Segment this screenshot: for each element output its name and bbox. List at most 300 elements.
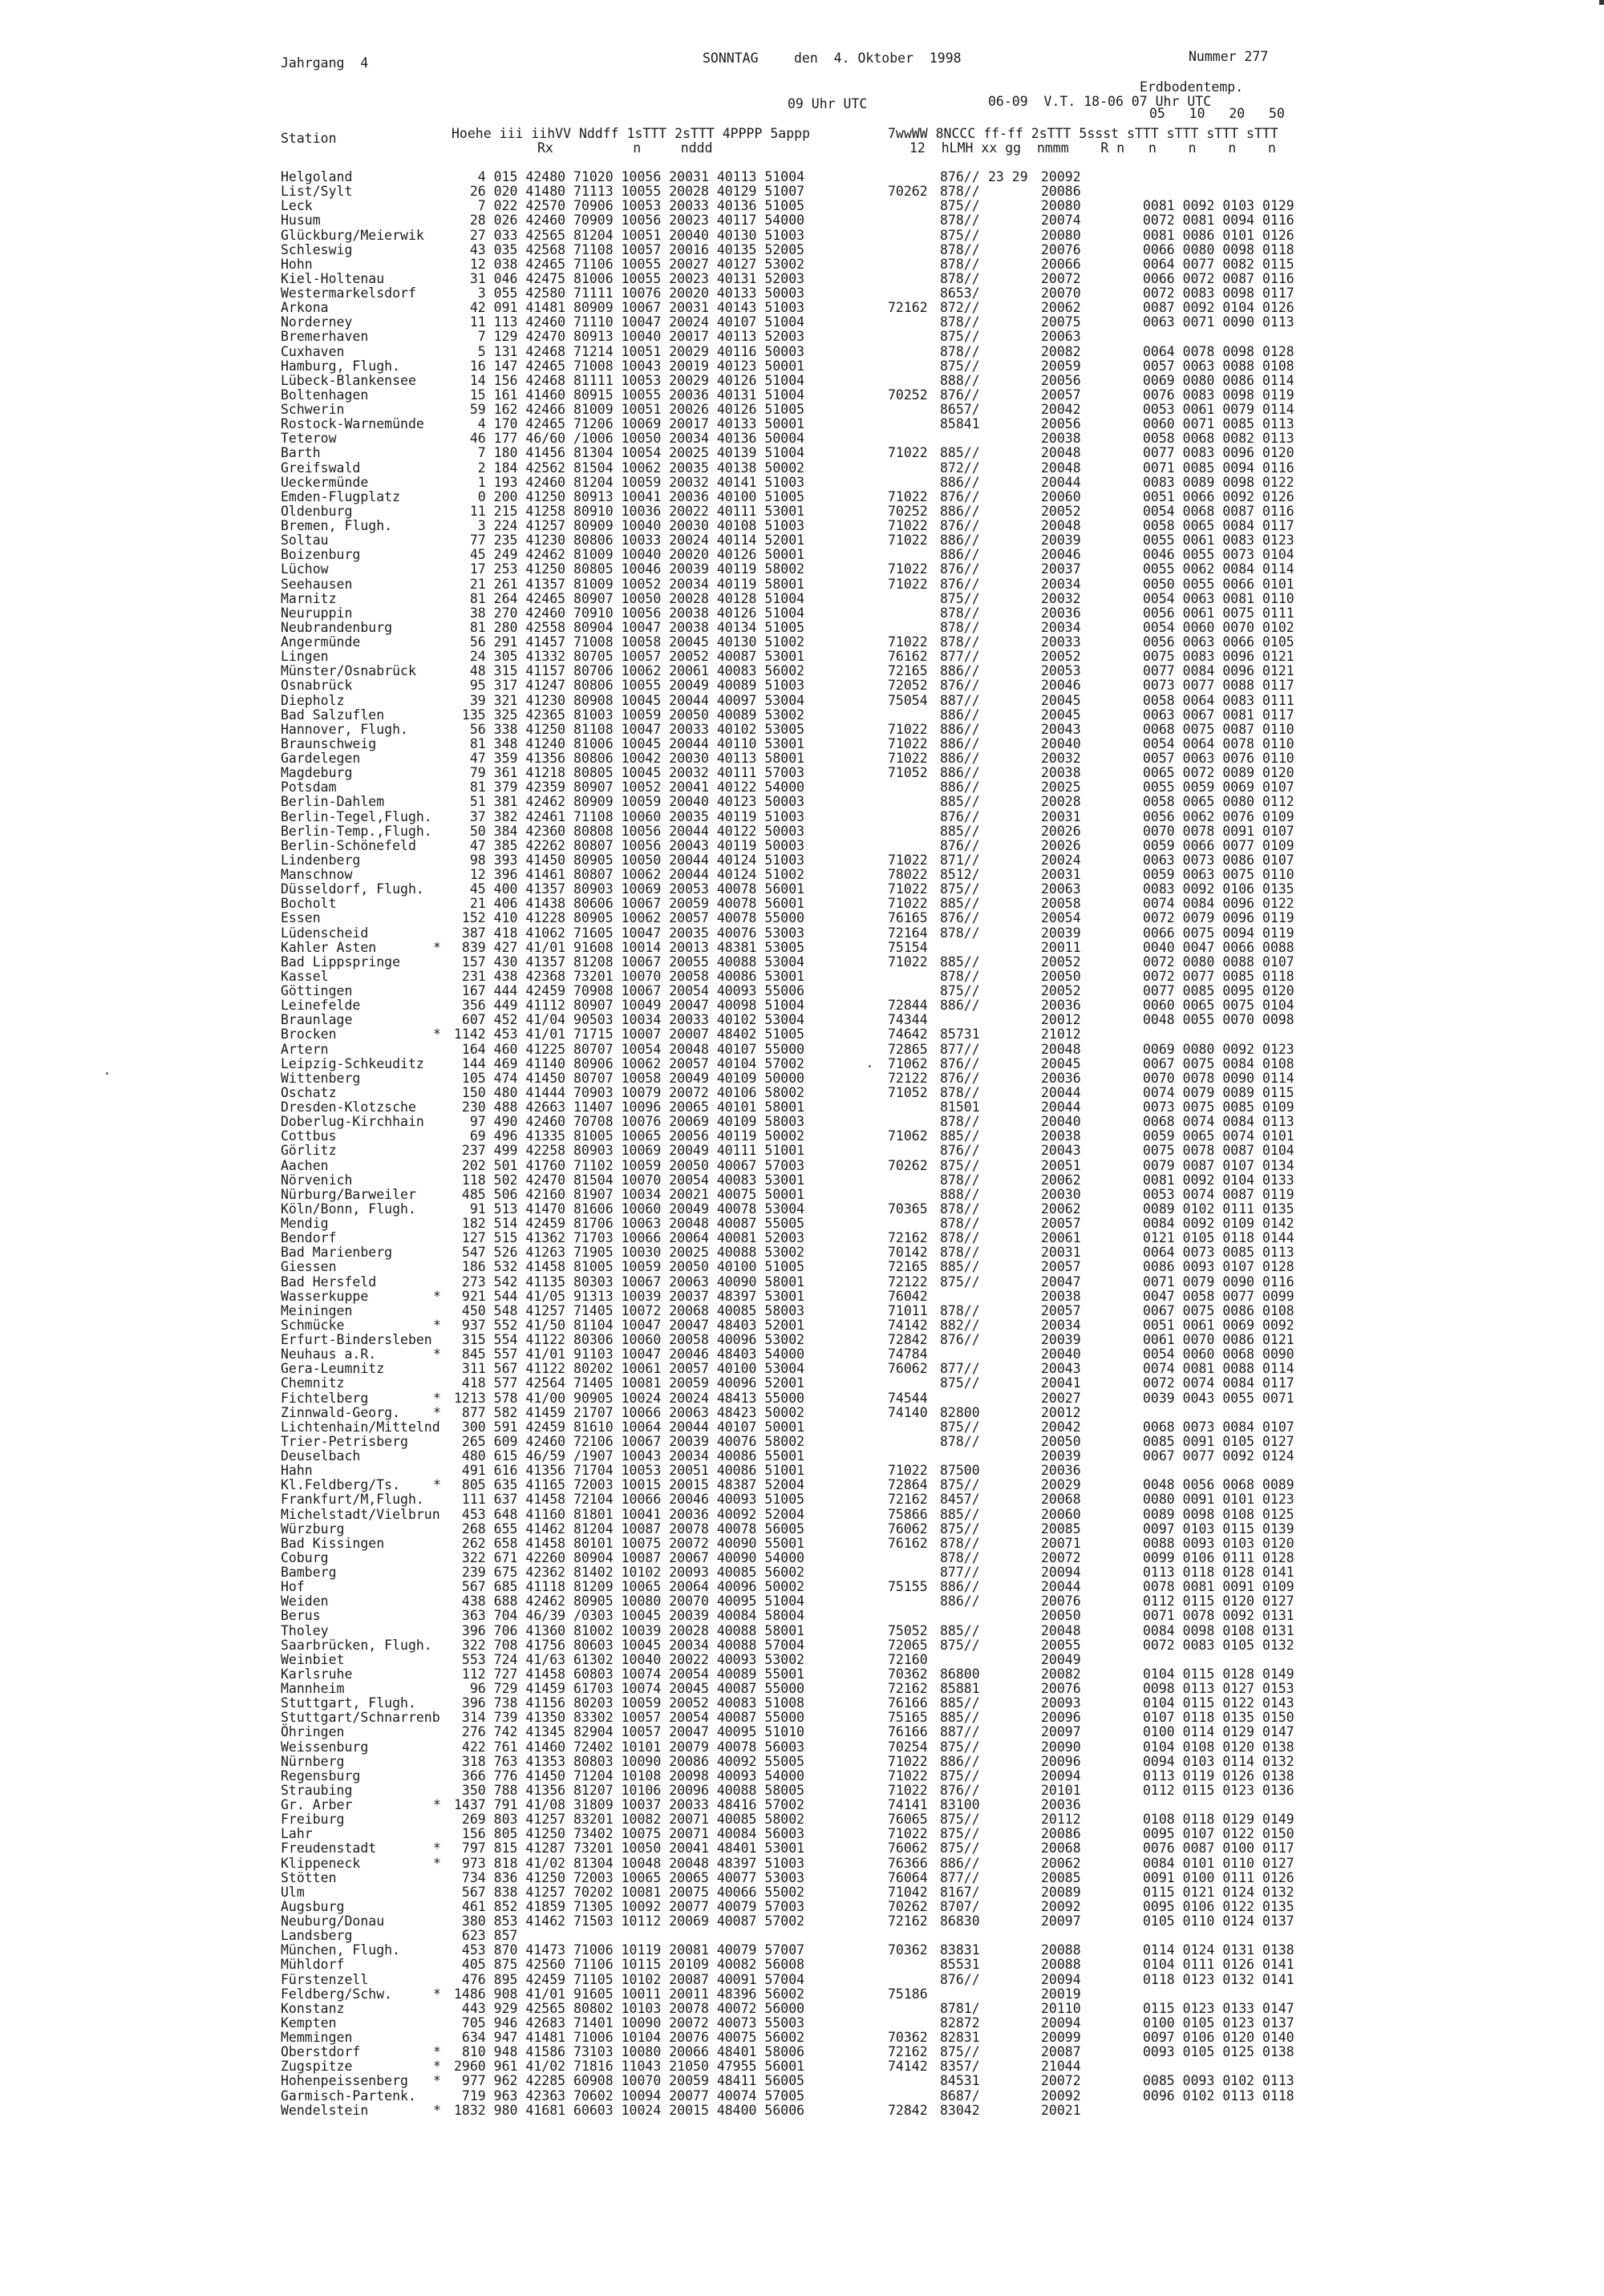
min-temp-group: 20080 (1041, 227, 1081, 243)
soil-temps: 0081 0086 0101 0126 (1143, 227, 1294, 243)
weather-group: 76042 (888, 1288, 928, 1304)
cloud-group: 876// (940, 1143, 980, 1159)
synop-groups: 45 249 42462 81009 10040 20020 40126 50001 (454, 547, 805, 563)
synop-groups: 485 506 42160 81907 10034 20021 40075 50001 (454, 1186, 805, 1202)
table-row (0, 1391, 1604, 1406)
min-temp-group: 20063 (1041, 881, 1081, 897)
cloud-group: 886// (940, 474, 980, 490)
min-temp-group: 20096 (1041, 1753, 1081, 1769)
station-name: Tholey (281, 1622, 329, 1638)
synop-groups: 56 338 41250 81108 10047 20033 40102 53005 (454, 721, 805, 737)
min-temp-group: 20039 (1041, 1448, 1081, 1464)
table-row (0, 1435, 1604, 1449)
min-temp-group: 20050 (1041, 1433, 1081, 1449)
soil-temps: 0059 0063 0075 0110 (1143, 867, 1294, 882)
weather-group: 72842 (888, 1332, 928, 1347)
weather-group: 72162 (888, 1492, 928, 1508)
weather-group: 71011 (888, 1302, 928, 1318)
cloud-group: 875// (940, 358, 980, 374)
station-name: Glückburg/Meierwik (281, 227, 424, 243)
synop-groups: 16 147 42465 71008 10043 20019 40123 50001 (454, 358, 805, 374)
cloud-group: 885// (940, 896, 980, 912)
table-row (0, 1594, 1604, 1609)
synop-groups: 450 548 41257 71405 10072 20068 40085 58003 (454, 1302, 805, 1318)
table-row (0, 229, 1604, 243)
table-row (0, 1492, 1604, 1507)
soil-temps: 0095 0107 0122 0150 (1143, 1826, 1294, 1842)
min-temp-group: 20034 (1041, 1317, 1081, 1333)
weather-group: 70252 (888, 503, 928, 519)
synop-groups: 81 280 42558 80904 10047 20038 40134 51005 (454, 619, 805, 635)
cloud-group: 878// (940, 213, 980, 229)
station-name: Gr. Arber (281, 1797, 353, 1812)
synop-groups: 15 161 41460 80915 10055 20036 40131 51004 (454, 387, 805, 403)
table-row (0, 606, 1604, 621)
min-temp-group: 21012 (1041, 1027, 1081, 1043)
min-temp-group: 20086 (1041, 1826, 1081, 1842)
station-name: Hannover, Flugh. (281, 721, 408, 737)
table-row (0, 257, 1604, 272)
min-temp-group: 20040 (1041, 1346, 1081, 1363)
min-temp-group: 20048 (1041, 445, 1081, 461)
cloud-group: 8357/ (940, 2059, 980, 2075)
table-row (0, 751, 1604, 766)
synop-groups: 81 264 42465 80907 10050 20028 40128 51004 (454, 590, 805, 606)
min-temp-group: 20094 (1041, 1971, 1081, 1987)
synop-groups: 7 180 41456 81304 10054 20025 40139 51004 (454, 445, 805, 461)
min-temp-group: 20036 (1041, 1463, 1081, 1479)
cloud-group: 878// (940, 256, 980, 272)
synop-groups: 21 261 41357 81009 10052 20034 40119 58001 (454, 576, 805, 592)
scan-speck (869, 1065, 871, 1067)
table-row (0, 1725, 1604, 1739)
synop-groups: 366 776 41450 71204 10108 20098 40093 54000 (454, 1768, 805, 1784)
min-temp-group: 20048 (1041, 1622, 1081, 1638)
min-temp-group: 20049 (1041, 1651, 1081, 1667)
station-name: Lüdenscheid (281, 925, 369, 941)
min-temp-group: 20052 (1041, 503, 1081, 519)
cloud-group: 875// (940, 227, 980, 243)
min-temp-group: 20066 (1041, 256, 1081, 272)
station-name: Wasserkuppe (281, 1288, 369, 1304)
cloud-group: 885// (940, 445, 980, 461)
synop-groups: 262 658 41458 80101 10075 20072 40090 55001 (454, 1535, 805, 1551)
min-temp-group: 20058 (1041, 896, 1081, 912)
date-label: den 4. Oktober 1998 (794, 51, 962, 66)
min-temp-group: 20037 (1041, 561, 1081, 577)
mountain-marker: * (433, 1390, 441, 1406)
cloud-group: 878// (940, 1114, 980, 1130)
station-name: Osnabrück (281, 678, 353, 694)
table-row (0, 330, 1604, 344)
cloud-group: 87500 (940, 1463, 980, 1479)
table-row (0, 2074, 1604, 2088)
table-row (0, 970, 1604, 984)
synop-groups: 268 655 41462 81204 10087 20078 40078 56005 (454, 1521, 805, 1537)
soil-temps: 0057 0063 0076 0110 (1143, 751, 1294, 766)
min-temp-group: 21044 (1041, 2059, 1081, 2075)
scan-edge-mark (1599, 0, 1604, 5)
cloud-group: 876// (940, 488, 980, 504)
station-name: Kl.Feldberg/Ts. (281, 1477, 401, 1493)
station-name: Schmücke (281, 1317, 345, 1333)
cloud-group: 885// (940, 1259, 980, 1275)
min-temp-group: 20101 (1041, 1782, 1081, 1798)
cloud-group: 8657/ (940, 402, 980, 417)
cloud-group: 878// (940, 1172, 980, 1188)
min-temp-group: 20030 (1041, 1186, 1081, 1202)
synop-groups: 152 410 41228 80905 10062 20057 40078 55000 (454, 910, 805, 926)
station-name: Bad Marienberg (281, 1245, 393, 1261)
weather-group: 71022 (888, 751, 928, 766)
station-name: Boltenhagen (281, 387, 369, 403)
table-row (0, 2059, 1604, 2074)
soil-temps: 0089 0098 0108 0125 (1143, 1506, 1294, 1522)
station-name: Nürnberg (281, 1753, 345, 1769)
table-row (0, 461, 1604, 476)
cloud-group: 877// (940, 1869, 980, 1885)
day-label: SONNTAG (703, 51, 759, 66)
soil-temps: 0046 0055 0073 0104 (1143, 547, 1294, 563)
soil-temps: 0059 0065 0074 0101 (1143, 1128, 1294, 1144)
weather-group: 70254 (888, 1739, 928, 1755)
min-temp-group: 20047 (1041, 1274, 1081, 1290)
station-name: Konstanz (281, 2000, 345, 2016)
cloud-group: 885// (940, 1622, 980, 1638)
weather-group: 74140 (888, 1404, 928, 1420)
min-temp-group: 20052 (1041, 649, 1081, 665)
table-row (0, 170, 1604, 184)
table-row (0, 403, 1604, 417)
jahrgang-label: Jahrgang 4 (281, 55, 369, 71)
cloud-group: 886// (940, 1855, 980, 1871)
cloud-group: 878// (940, 634, 980, 650)
weather-group: 72164 (888, 925, 928, 941)
table-row (0, 286, 1604, 301)
cloud-group: 872// (940, 300, 980, 316)
cloud-group: 878// (940, 343, 980, 359)
table-row (0, 1013, 1604, 1027)
soil-temps: 0069 0080 0086 0114 (1143, 372, 1294, 388)
table-row (0, 490, 1604, 504)
synop-groups: 461 852 41859 71305 10092 20077 40079 57003 (454, 1898, 805, 1914)
station-name: Marnitz (281, 590, 337, 606)
soil-temps: 0069 0080 0092 0123 (1143, 1041, 1294, 1057)
station-name: Cottbus (281, 1128, 337, 1144)
cloud-group: 886// (940, 532, 980, 549)
min-temp-group: 20025 (1041, 780, 1081, 796)
table-row (0, 1565, 1604, 1580)
synop-groups: 59 162 42466 81009 10051 20026 40126 51005 (454, 402, 805, 417)
weather-group: 72162 (888, 1681, 928, 1696)
min-temp-group: 20036 (1041, 998, 1081, 1014)
synop-groups: 50 384 42360 80808 10056 20044 40122 50003 (454, 823, 805, 839)
station-name: Frankfurt/M,Flugh. (281, 1492, 424, 1508)
station-name: Hohenpeissenberg (281, 2073, 408, 2089)
mountain-marker: * (433, 1404, 441, 1420)
station-name: Öhringen (281, 1724, 345, 1740)
min-temp-group: 20011 (1041, 939, 1081, 955)
min-temp-group: 20082 (1041, 1666, 1081, 1682)
soil-temps: 0083 0092 0106 0135 (1143, 881, 1294, 897)
synop-groups: 48 315 41157 80706 10062 20061 40083 56002 (454, 663, 805, 679)
soil-temps: 0075 0083 0096 0121 (1143, 649, 1294, 665)
table-row (0, 1929, 1604, 1943)
station-name: Berus (281, 1608, 321, 1624)
soil-temps: 0084 0092 0109 0142 (1143, 1216, 1294, 1231)
table-row (0, 998, 1604, 1013)
min-temp-group: 20062 (1041, 1172, 1081, 1188)
min-temp-group: 20070 (1041, 285, 1081, 301)
table-row (0, 694, 1604, 708)
soil-temps: 0072 0083 0105 0132 (1143, 1637, 1294, 1653)
soil-temps: 0066 0072 0087 0116 (1143, 270, 1294, 286)
station-name: Helgoland (281, 169, 353, 184)
table-row (0, 1406, 1604, 1420)
cloud-group: 875// (940, 983, 980, 998)
synop-groups: 443 929 42565 80802 10103 20078 40072 56000 (454, 2000, 805, 2016)
min-temp-group: 20057 (1041, 387, 1081, 403)
table-row (0, 1159, 1604, 1173)
synop-groups: 491 616 41356 71704 10053 20051 40086 51001 (454, 1463, 805, 1479)
soil-temps: 0076 0083 0098 0119 (1143, 387, 1294, 403)
cloud-group: 8167/ (940, 1884, 980, 1900)
station-name: Coburg (281, 1549, 329, 1565)
synop-groups: 322 708 41756 80603 10045 20034 40088 57004 (454, 1637, 805, 1653)
station-name: Kiel-Holtenau (281, 270, 385, 286)
min-temp-group: 20031 (1041, 867, 1081, 882)
synop-groups: 12 038 42465 71106 10055 20027 40127 53002 (454, 256, 805, 272)
main-code-subheading: Rx n nddd (537, 140, 713, 156)
weather-group: 74142 (888, 1317, 928, 1333)
synop-groups: 839 427 41/01 91608 10014 20013 48381 53005 (454, 939, 805, 955)
min-temp-group: 20060 (1041, 488, 1081, 504)
table-row (0, 897, 1604, 911)
table-row (0, 1857, 1604, 1871)
table-row (0, 1943, 1604, 1958)
synop-groups: 43 035 42568 71108 10057 20016 40135 52005 (454, 241, 805, 257)
synop-groups: 634 947 41481 71006 10104 20076 40075 56002 (454, 2030, 805, 2045)
synop-groups: 1437 791 41/08 31809 10037 20033 48416 57002 (454, 1797, 805, 1812)
station-name: Bad Salzuflen (281, 707, 385, 723)
min-temp-group: 20061 (1041, 1230, 1081, 1246)
soil-temps: 0056 0061 0075 0111 (1143, 605, 1294, 621)
station-name: Köln/Bonn, Flugh. (281, 1201, 416, 1217)
min-temp-group: 20012 (1041, 1012, 1081, 1028)
station-name: Diepholz (281, 692, 345, 708)
cloud-group: 871// (940, 852, 980, 868)
station-name: Mendig (281, 1216, 329, 1231)
weather-group: 70262 (888, 1898, 928, 1914)
station-name: Meiningen (281, 1302, 353, 1318)
synop-groups: 81 379 42359 80907 10052 20041 40122 54000 (454, 780, 805, 796)
soil-temps: 0077 0084 0096 0121 (1143, 663, 1294, 679)
period-heading: 06-09 V.T. 18-06 07 Uhr UTC (988, 94, 1212, 109)
station-name: Neubrandenburg (281, 619, 393, 635)
synop-groups: 2 184 42562 81504 10062 20035 40138 50002 (454, 460, 805, 476)
table-row (0, 1885, 1604, 1900)
synop-groups: 547 526 41263 71905 10030 20025 40088 53002 (454, 1245, 805, 1261)
soil-temps: 0055 0061 0083 0123 (1143, 532, 1294, 549)
synop-groups: 112 727 41458 60803 10074 20054 40089 55001 (454, 1666, 805, 1682)
station-name: Berlin-Temp.,Flugh. (281, 823, 432, 839)
synop-groups: 11 215 41258 80910 10036 20022 40111 53001 (454, 503, 805, 519)
station-name: Görlitz (281, 1143, 337, 1159)
table-row (0, 374, 1604, 388)
soil-temps: 0053 0074 0087 0119 (1143, 1186, 1294, 1202)
station-name: Braunlage (281, 1012, 353, 1028)
mountain-marker: * (433, 1346, 441, 1363)
station-name: Barth (281, 445, 321, 461)
weather-group: 71022 (888, 1768, 928, 1784)
soil-temps: 0039 0043 0055 0071 (1143, 1390, 1294, 1406)
soil-temps: 0077 0083 0096 0120 (1143, 445, 1294, 461)
weather-group: 70262 (888, 184, 928, 200)
min-temp-group: 20012 (1041, 1404, 1081, 1420)
weather-group: 75866 (888, 1506, 928, 1522)
soil-temps: 0076 0087 0100 0117 (1143, 1840, 1294, 1857)
weather-group: 71022 (888, 1753, 928, 1769)
min-temp-group: 20048 (1041, 518, 1081, 533)
cloud-group: 876// (940, 387, 980, 403)
station-name: Kahler Asten (281, 939, 377, 955)
synop-groups: 111 637 41458 72104 10066 20046 40093 51005 (454, 1492, 805, 1508)
min-temp-group: 20055 (1041, 1637, 1081, 1653)
synop-groups: 202 501 41760 71102 10059 20050 40067 57003 (454, 1157, 805, 1173)
table-row (0, 780, 1604, 795)
cloud-group: 876// (940, 837, 980, 853)
synop-groups: 47 385 42262 80807 10056 20043 40119 50003 (454, 837, 805, 853)
station-table (0, 170, 1604, 2118)
min-temp-group: 20045 (1041, 1055, 1081, 1071)
table-row (0, 199, 1604, 213)
soil-temps: 0084 0101 0110 0127 (1143, 1855, 1294, 1871)
table-row (0, 533, 1604, 548)
synop-groups: 5 131 42468 71214 10051 20029 40116 50003 (454, 343, 805, 359)
station-name: Nörvenich (281, 1172, 353, 1188)
min-temp-group: 20090 (1041, 1739, 1081, 1755)
soil-temps: 0079 0087 0107 0134 (1143, 1157, 1294, 1173)
table-row (0, 1624, 1604, 1638)
min-temp-group: 20075 (1041, 314, 1081, 330)
weather-group: 76064 (888, 1869, 928, 1885)
table-row (0, 2002, 1604, 2016)
cloud-group: 876// (940, 169, 980, 184)
soil-temps: 0081 0092 0103 0129 (1143, 198, 1294, 214)
min-temp-group: 20019 (1041, 1986, 1081, 2002)
table-row (0, 1478, 1604, 1492)
weather-group: 71022 (888, 1826, 928, 1842)
station-name: Doberlug-Kirchhain (281, 1114, 424, 1130)
min-temp-group: 20086 (1041, 184, 1081, 200)
station-name: Würzburg (281, 1521, 345, 1537)
min-temp-group: 20043 (1041, 1361, 1081, 1377)
soil-temps: 0064 0077 0082 0115 (1143, 256, 1294, 272)
soil-temps: 0114 0124 0131 0138 (1143, 1942, 1294, 1958)
cloud-group: 878// (940, 270, 980, 286)
weather-group: 76062 (888, 1361, 928, 1377)
weather-group: 71022 (888, 561, 928, 577)
min-temp-group: 20087 (1041, 2044, 1081, 2060)
table-row (0, 315, 1604, 330)
min-temp-group: 20050 (1041, 968, 1081, 984)
station-name: Ulm (281, 1884, 305, 1900)
synop-groups: 157 430 41357 81208 10067 20055 40088 53004 (454, 954, 805, 970)
cloud-group: 876// (940, 576, 980, 592)
min-temp-group: 20089 (1041, 1884, 1081, 1900)
cloud-group: 886// (940, 1579, 980, 1595)
synop-groups: 47 359 41356 80806 10042 20030 40113 58001 (454, 751, 805, 766)
cloud-group: 82831 (940, 2030, 980, 2045)
soil-temps: 0050 0055 0066 0101 (1143, 576, 1294, 592)
station-name: Michelstadt/Vielbrun (281, 1506, 440, 1522)
mountain-marker: * (433, 1317, 441, 1333)
weather-group: 75054 (888, 692, 928, 708)
synop-groups: 95 317 41247 80806 10055 20049 40089 51003 (454, 678, 805, 694)
station-name: Freiburg (281, 1812, 345, 1828)
synop-groups: 96 729 41459 61703 10074 20045 40087 55000 (454, 1681, 805, 1696)
synop-groups: 4 170 42465 71206 10069 20017 40133 50001 (454, 416, 805, 432)
min-temp-group: 20026 (1041, 837, 1081, 853)
synop-groups: 231 438 42368 73201 10070 20058 40086 53001 (454, 968, 805, 984)
station-name: Regensburg (281, 1768, 361, 1784)
cloud-group: 83831 (940, 1942, 980, 1958)
weather-group: 71022 (888, 445, 928, 461)
soil-temps: 0071 0085 0094 0116 (1143, 460, 1294, 476)
table-row (0, 1987, 1604, 2002)
cloud-group: 875// (940, 1826, 980, 1842)
cloud-group: 885// (940, 1710, 980, 1726)
weather-group: 72160 (888, 1651, 928, 1667)
synop-groups: 69 496 41335 81005 10065 20056 40119 50002 (454, 1128, 805, 1144)
station-name: Leck (281, 198, 313, 214)
soil-temps: 0058 0064 0083 0111 (1143, 692, 1294, 708)
soil-temps: 0072 0083 0098 0117 (1143, 285, 1294, 301)
synop-groups: 363 704 46/39 /0303 10045 20039 40084 58004 (454, 1608, 805, 1624)
station-name: Kempten (281, 2015, 337, 2031)
weather-group: 70362 (888, 1942, 928, 1958)
station-name: Saarbrücken, Flugh. (281, 1637, 432, 1653)
synop-groups: 24 305 41332 80705 10057 20052 40087 53001 (454, 649, 805, 665)
synop-groups: 845 557 41/01 91103 10047 20046 48403 54000 (454, 1346, 805, 1363)
cloud-group: 875// (940, 1739, 980, 1755)
synop-groups: 265 609 42460 72106 10067 20039 40076 58002 (454, 1433, 805, 1449)
synop-groups: 937 552 41/50 81104 10047 20047 48403 52001 (454, 1317, 805, 1333)
station-name: Bremerhaven (281, 329, 369, 345)
weather-group: 72052 (888, 678, 928, 694)
weather-group: 71022 (888, 518, 928, 533)
cloud-group: 886// (940, 1593, 980, 1610)
soil-temps: 0086 0093 0107 0128 (1143, 1259, 1294, 1275)
station-name: Braunschweig (281, 735, 377, 751)
synop-groups: 91 513 41470 81606 10060 20049 40078 53004 (454, 1201, 805, 1217)
weather-group: 74344 (888, 1012, 928, 1028)
min-temp-group: 20038 (1041, 431, 1081, 447)
min-temp-group: 20051 (1041, 1157, 1081, 1173)
weather-group: 72162 (888, 2044, 928, 2060)
table-row (0, 868, 1604, 882)
soil-temps: 0064 0073 0085 0113 (1143, 1245, 1294, 1261)
synop-groups: 79 361 41218 80805 10045 20032 40111 57003 (454, 765, 805, 781)
min-temp-group: 20088 (1041, 1942, 1081, 1958)
station-name: Göttingen (281, 983, 353, 998)
soil-temps: 0115 0123 0133 0147 (1143, 2000, 1294, 2016)
table-row (0, 562, 1604, 577)
table-row (0, 2045, 1604, 2059)
station-name: Husum (281, 213, 321, 229)
cloud-group: 85841 (940, 416, 980, 432)
station-name: Giessen (281, 1259, 337, 1275)
